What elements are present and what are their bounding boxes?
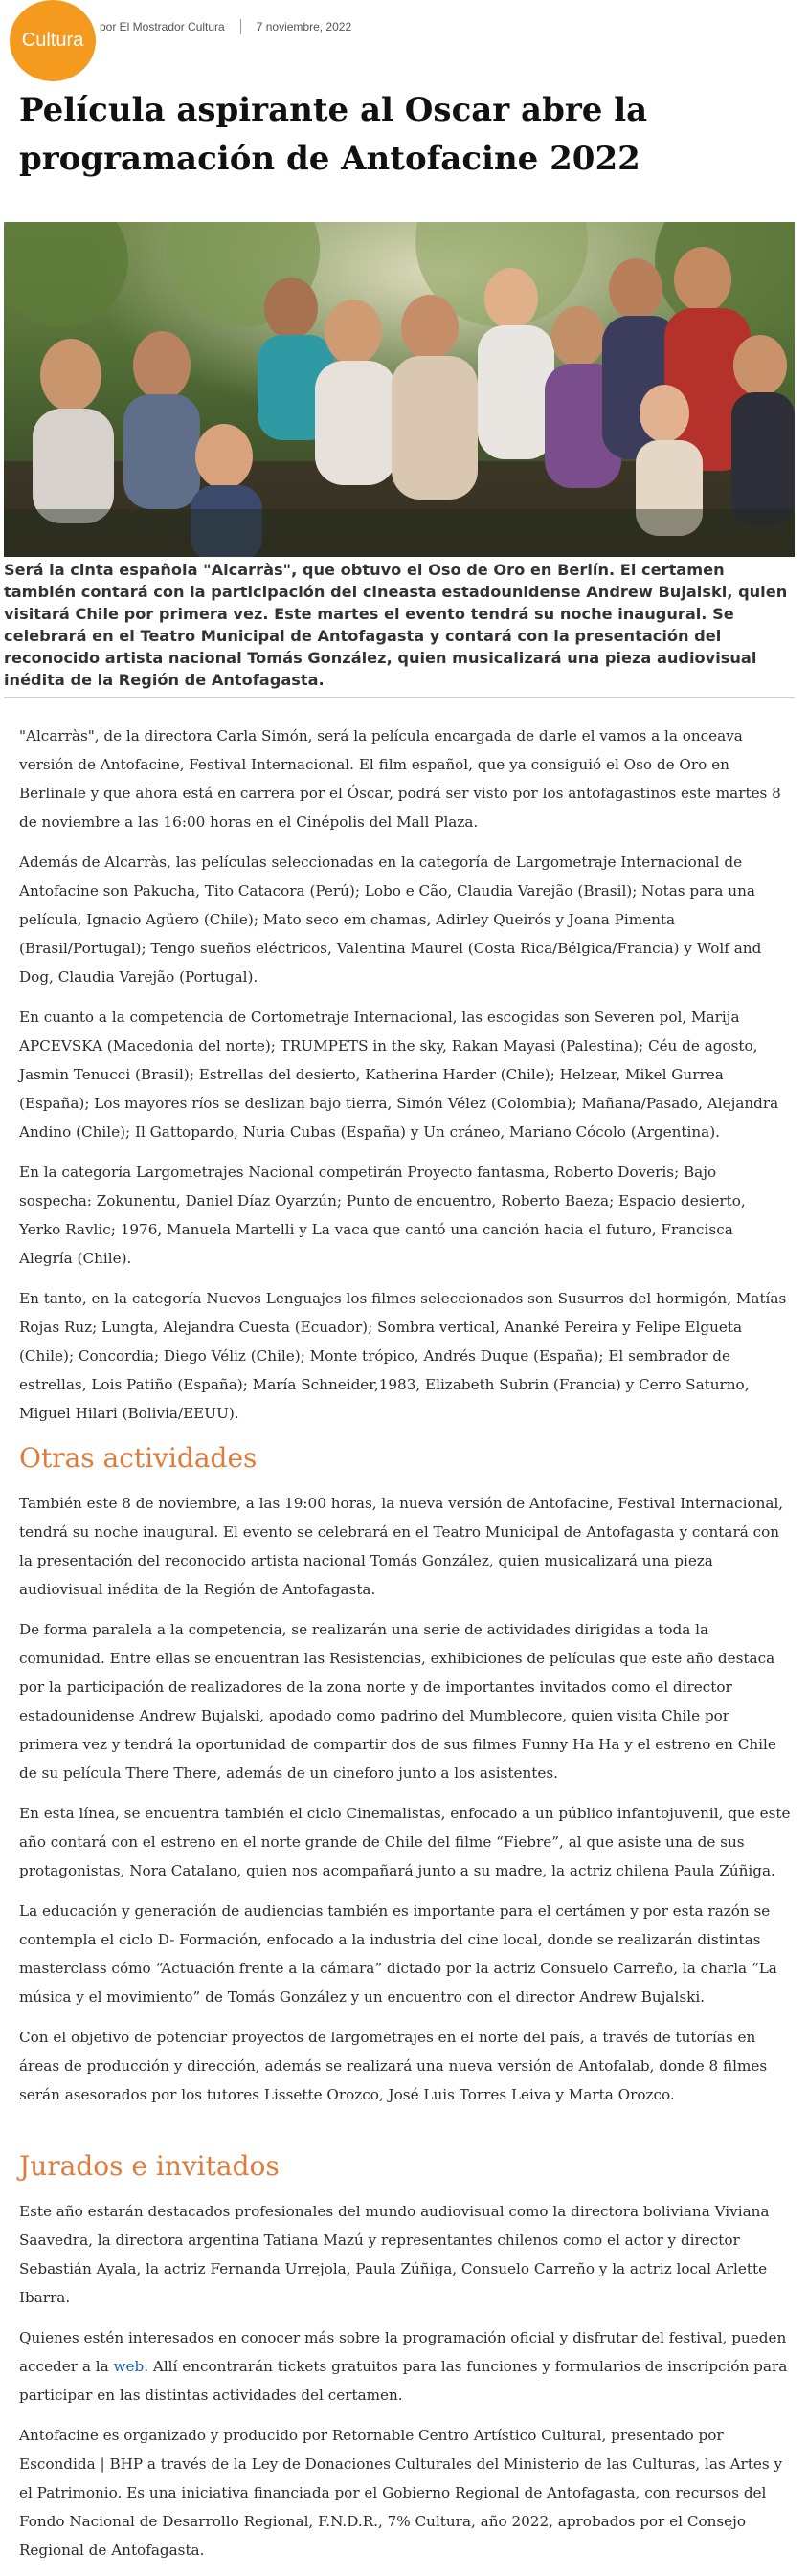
body-paragraph: En cuanto a la competencia de Cortometraje Internacional, las escogidas son Severen pol, Marija APCEVSKA (Macedonia del norte); TRUMPETS in the sky, Rakan Mayasi (Palestina); Céu de agosto, Jasmin Tenucci (Brasil); Estrellas del desierto, Katherina Harder (Chile); Helzear, Mikel Gurrea (España); Los mayores ríos se deslizan bajo tierra, Simón Vélez (Colombia); Mañana/Pasado, Alejandra Andino (Chile); Il Gattopardo, Nuria Cubas (España) y Un cráneo, Mariano Cócolo (Argentina).: [19, 1009, 779, 1141]
body-paragraph: En tanto, en la categoría Nuevos Lenguajes los filmes seleccionados son Susurros del hormigón, Matías Rojas Ruz; Lungta, Alejandra Cuesta (Ecuador); Sombra vertical, Ananké Pereira y Felipe Elgueta (Chile); Concordia; Diego Véliz (Chile); Monte trópico, Andrés Duque (España); El sembrador de estrellas, Lois Patiño (España); María Schneider,1983, Elizabeth Subrin (Francia) y Cerro Saturno, Miguel Hilari (Bolivia/EEUU).: [19, 1290, 787, 1422]
body-paragraph: En la categoría Largometrajes Nacional competirán Proyecto fantasma, Roberto Doveris; Bajo sospecha: Zokunentu, Daniel Díaz Oyarzún; Punto de encuentro, Roberto Baeza; Espacio desierto, Yerko Ravlic; 1976, Manuela Martelli y La vaca que cantó una canción hacia el futuro, Francisca Alegría (Chile).: [19, 1164, 746, 1267]
hero-photo-illustration: [4, 222, 795, 557]
publish-date: 7 noviembre, 2022: [256, 20, 352, 33]
body-paragraph: Este año estarán destacados profesionales del mundo audiovisual como la directora boliviana Viviana Saavedra, la directora argentina Tatiana Mazú y representantes chilenos como el actor y director Sebastián Ayala, la actriz Fernanda Urrejola, Paula Zúñiga, Consuelo Carreño y la actriz local Arlette Ibarra.: [19, 2203, 770, 2306]
category-label: Cultura: [21, 30, 84, 51]
section-heading-jury: Jurados e invitados: [19, 2150, 280, 2182]
body-paragraph: Antofacine es organizado y producido por Retornable Centro Artístico Cultural, presentado por Escondida | BHP a través de la Ley de Donaciones Culturales del Ministerio de las Culturas, las Artes y el Patrimonio. Es una iniciativa financiada por el Gobierno Regional de Antofagasta, con recursos del Fondo Nacional de Desarrollo Regional, F.N.D.R., 7% Cultura, año 2022, aprobados por el Consejo Regional de Antofagasta.: [19, 2427, 783, 2559]
body-paragraph: En esta línea, se encuentra también el ciclo Cinemalistas, enfocado a un público infantojuvenil, que este año contará con el estreno en el norte grande de Chile del filme “Fiebre”, al que asiste una de sus protagonistas, Nora Catalano, quien nos acompañará junto a su madre, la actriz chilena Paula Zúñiga.: [19, 1805, 791, 1879]
article-meta: [100, 19, 351, 34]
article-title: Película aspirante al Oscar abre la programación de Antofacine 2022: [19, 91, 648, 178]
body-paragraph: También este 8 de noviembre, a las 19:00 horas, la nueva versión de Antofacine, Festival Internacional, tendrá su noche inaugural. El evento se celebrará en el Teatro Municipal de Antofagasta y contará con la presentación del reconocido artista nacional Tomás González, quien musicalizará una pieza audiovisual inédita de la Región de Antofagasta.: [19, 1495, 784, 1598]
section-heading-activities: Otras actividades: [19, 1442, 258, 1474]
body-paragraph-with-link: [19, 2323, 791, 2409]
body-paragraph: "Alcarràs", de la directora Carla Simón, será la película encargada de darle el vamos a la onceava versión de Antofacine, Festival Internacional. El film español, que ya consiguió el Oso de Oro en Berlinale y que ahora está en carrera por el Óscar, podrá ser visto por los antofagastinos este martes 8 de noviembre a las 16:00 horas en el Cinépolis del Mall Plaza.: [19, 727, 781, 831]
meta-divider: [240, 19, 241, 34]
body-paragraph: De forma paralela a la competencia, se realizarán una serie de actividades dirigidas a toda la comunidad. Entre ellas se encuentran las Resistencias, exhibiciones de películas que este año destaca por la participación de realizadores de la zona norte y de importantes invitados como el director estadounidense Andrew Bujalski, apodado como padrino del Mumblecore, quien visita Chile por primera vez y tendrá la oportunidad de compartir dos de sus filmes Funny Ha Ha y el estreno en Chile de su película There There, además de un cineforo junto a los asistentes.: [19, 1621, 776, 1782]
paragraph-text: . Allí encontrarán tickets gratuitos para las funciones y formularios de inscripción para participar en las distintas actividades del certamen.: [19, 2358, 788, 2404]
category-badge[interactable]: [10, 0, 96, 81]
author-byline[interactable]: por El Mostrador Cultura: [100, 20, 225, 33]
lead-divider: [4, 697, 795, 698]
body-paragraph: Además de Alcarràs, las películas seleccionadas en la categoría de Largometraje Internacional de Antofacine son Pakucha, Tito Catacora (Perú); Lobo e Cão, Claudia Varejão (Brasil); Notas para una película, Ignacio Agüero (Chile); Mato seco em chamas, Adirley Queirós y Joana Pimenta (Brasil/Portugal); Tengo sueños eléctricos, Valentina Maurel (Costa Rica/Bélgica/Francia) y Wolf and Dog, Claudia Varejão (Portugal).: [19, 854, 762, 986]
festival-web-link[interactable]: web: [113, 2358, 145, 2375]
body-paragraph: La educación y generación de audiencias también es importante para el certámen y por esta razón se contempla el ciclo D- Formación, enfocado a la industria del cine local, donde se realizarán distintas masterclass cómo “Actuación frente a la cámara” dictado por la actriz Consuelo Carreño, la charla “La música y el movimiento” de Tomás González y un encuentro con el director Andrew Bujalski.: [19, 1902, 777, 2006]
paragraph-text: Quienes estén interesados en conocer más sobre la programación oficial y disfrutar del festival, pueden acceder a la: [19, 2329, 787, 2375]
article-lead: Será la cinta española "Alcarràs", que obtuvo el Oso de Oro en Berlín. El certamen también contará con la participación del cineasta estadounidense Andrew Bujalski, quien visitará Chile por primera vez. Este martes el evento tendrá su noche inaugural. Se celebrará en el Teatro Municipal de Antofagasta y contará con la presentación del reconocido artista nacional Tomás González, quien musicalizará una pieza audiovisual inédita de la Región de Antofagasta.: [4, 561, 788, 689]
article-body: [19, 722, 791, 2576]
body-paragraph: Con el objetivo de potenciar proyectos de largometrajes en el norte del país, a través de tutorías en áreas de producción y dirección, además se realizará una nueva versión de Antofalab, donde 8 filmes serán asesorados por los tutores Lissette Orozco, José Luis Torres Leiva y Marta Orozco.: [19, 2029, 768, 2103]
hero-photo: [4, 222, 795, 557]
